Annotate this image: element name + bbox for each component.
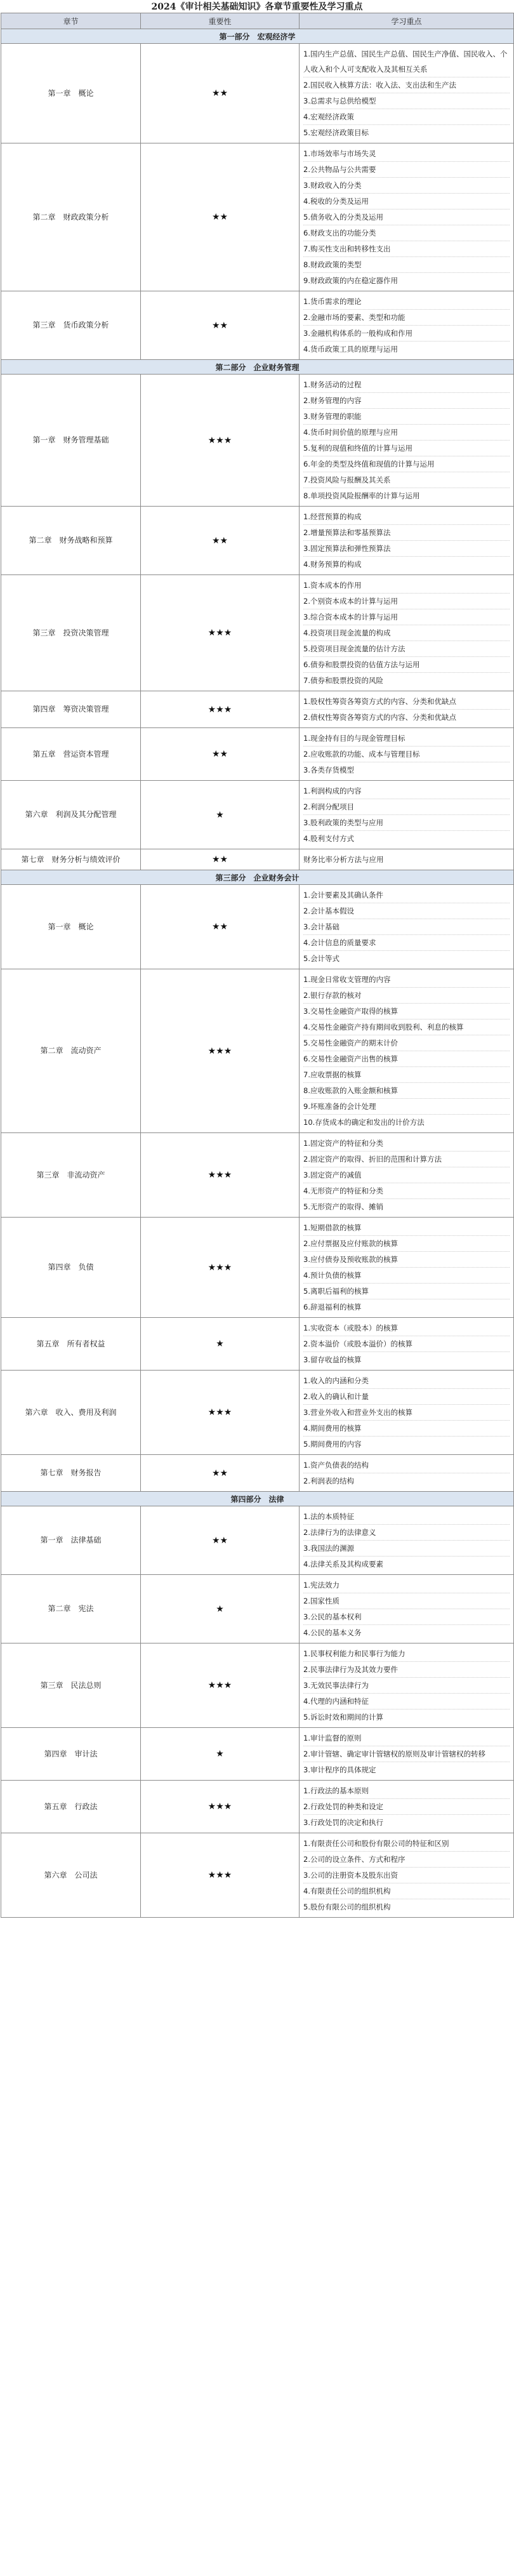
study-point: 3.会计基础 (303, 919, 510, 935)
part-title: 第四部分 法律 (1, 1492, 514, 1506)
study-point: 3.股利政策的类型与应用 (303, 815, 510, 831)
study-point: 9.财政政策的内在稳定器作用 (303, 276, 398, 285)
study-point: 8.单项投资风险报酬率的计算与运用 (303, 491, 420, 500)
study-points (300, 44, 514, 143)
chapter-row (1, 969, 514, 1133)
study-point: 2.债权性筹资各筹资方式的内容、分类和优缺点 (303, 713, 456, 722)
chapter-row (1, 1218, 514, 1318)
study-points (300, 1781, 514, 1833)
study-point: 3.总需求与总供给模型 (303, 93, 510, 109)
study-point: 6.财政支出的功能分类 (303, 225, 510, 241)
study-points (300, 728, 514, 781)
importance-stars: ★★★ (141, 1833, 300, 1918)
study-point: 1.现金日常收支管理的内容 (303, 972, 510, 988)
chapter-name: 第五章 行政法 (1, 1781, 141, 1833)
study-point: 1.实收资本（或股本）的核算 (303, 1320, 510, 1336)
header-points: 学习重点 (300, 13, 514, 29)
part-row (1, 870, 514, 885)
chapter-name: 第四章 筹资决策管理 (1, 691, 141, 728)
study-point: 3.我国法的渊源 (303, 1541, 510, 1557)
study-point: 3.交易性金融资产取得的核算 (303, 1004, 510, 1019)
chapter-row (1, 1506, 514, 1575)
importance-stars: ★ (141, 1575, 300, 1643)
study-point: 1.宪法效力 (303, 1577, 510, 1593)
importance-stars: ★★ (141, 1455, 300, 1492)
study-points (300, 375, 514, 507)
chapter-row (1, 728, 514, 781)
chapter-row (1, 1455, 514, 1492)
chapter-row (1, 1643, 514, 1728)
chapter-row (1, 575, 514, 691)
study-point: 7.购买性支出和转移性支出 (303, 241, 510, 257)
study-point: 1.有限责任公司和股份有限公司的特征和区别 (303, 1836, 510, 1852)
study-point: 1.现金持有目的与现金管理目标 (303, 731, 510, 747)
study-point: 2.资本溢价（或股本溢价）的核算 (303, 1336, 510, 1352)
chapter-row (1, 1575, 514, 1643)
study-point: 2.公共物品与公共需要 (303, 162, 510, 178)
study-point: 2.增量预算法和零基预算法 (303, 525, 510, 541)
study-point: 2.公司的设立条件、方式和程序 (303, 1852, 510, 1868)
chapter-name: 第六章 公司法 (1, 1833, 141, 1918)
study-point: 5.股份有限公司的组织机构 (303, 1902, 391, 1911)
study-point: 2.收入的确认和计量 (303, 1389, 510, 1405)
study-point: 4.货币政策工具的原理与运用 (303, 345, 398, 354)
study-point: 5.交易性金融资产的期末计价 (303, 1035, 510, 1051)
importance-stars: ★★ (141, 849, 300, 870)
part-row (1, 1492, 514, 1506)
chapter-name: 第四章 负债 (1, 1218, 141, 1318)
chapter-row (1, 885, 514, 969)
study-point: 4.宏观经济政策 (303, 109, 510, 125)
study-point: 4.投资项目现金流量的构成 (303, 625, 510, 641)
chapter-name: 第一章 概论 (1, 44, 141, 143)
study-point: 3.固定资产的减值 (303, 1167, 510, 1183)
study-point: 2.审计管辖、确定审计管辖权的原则及审计管辖权的转移 (303, 1746, 510, 1762)
study-point: 4.财务预算的构成 (303, 560, 362, 569)
chapter-row (1, 849, 514, 870)
study-point: 3.公民的基本权利 (303, 1609, 510, 1625)
importance-stars: ★★ (141, 885, 300, 969)
importance-stars: ★★ (141, 1506, 300, 1575)
study-point: 9.坏账准备的会计处理 (303, 1099, 510, 1115)
chapter-name: 第四章 审计法 (1, 1728, 141, 1781)
importance-stars: ★★★ (141, 375, 300, 507)
study-point: 2.法律行为的法律意义 (303, 1525, 510, 1541)
study-point: 3.无效民事法律行为 (303, 1678, 510, 1694)
chapter-name: 第六章 利润及其分配管理 (1, 781, 141, 849)
chapter-name: 第二章 流动资产 (1, 969, 141, 1133)
study-point: 7.应收票据的核算 (303, 1067, 510, 1083)
study-point: 2.利润表的结构 (303, 1477, 354, 1485)
chapter-name: 第一章 法律基础 (1, 1506, 141, 1575)
importance-stars: ★ (141, 1318, 300, 1371)
study-point: 2.金融市场的要素、类型和功能 (303, 310, 510, 326)
study-point: 7.投资风险与报酬及其关系 (303, 472, 510, 488)
importance-stars: ★ (141, 1728, 300, 1781)
chapter-row (1, 1833, 514, 1918)
study-point: 3.金融机构体系的一般构成和作用 (303, 326, 510, 342)
importance-stars: ★★★ (141, 1218, 300, 1318)
study-point: 4.公民的基本义务 (303, 1628, 362, 1637)
chapter-row (1, 375, 514, 507)
study-point: 5.期间费用的内容 (303, 1440, 362, 1449)
importance-stars: ★ (141, 781, 300, 849)
study-point: 7.债券和股票投资的风险 (303, 676, 383, 685)
study-point: 4.会计信息的质量要求 (303, 935, 510, 951)
study-point: 财务比率分析方法与应用 (303, 855, 384, 864)
study-point: 6.年金的类型及终值和现值的计算与运用 (303, 456, 510, 472)
study-point: 6.债券和股票投资的估值方法与运用 (303, 657, 510, 673)
study-points (300, 575, 514, 691)
study-point: 2.会计基本假设 (303, 903, 510, 919)
study-points (300, 1133, 514, 1218)
study-point: 5.复利的现值和终值的计算与运用 (303, 441, 510, 456)
study-points (300, 691, 514, 728)
study-point: 8.财政政策的类型 (303, 257, 510, 273)
study-point: 3.财政收入的分类 (303, 178, 510, 194)
study-point: 3.行政处罚的决定和执行 (303, 1818, 383, 1827)
chapter-row (1, 781, 514, 849)
header-chapter: 章节 (1, 13, 141, 29)
importance-stars: ★★★ (141, 1643, 300, 1728)
study-points (300, 1575, 514, 1643)
chapter-name: 第一章 财务管理基础 (1, 375, 141, 507)
study-point: 1.行政法的基本原则 (303, 1783, 510, 1799)
study-point: 2.固定资产的取得、折旧的范围和计算方法 (303, 1152, 510, 1167)
study-point: 1.收入的内涵和分类 (303, 1373, 510, 1389)
chapter-name: 第三章 民法总则 (1, 1643, 141, 1728)
study-points (300, 1371, 514, 1455)
table-body (1, 29, 514, 1918)
study-point: 1.货币需求的理论 (303, 294, 510, 310)
study-point: 1.民事权利能力和民事行为能力 (303, 1646, 510, 1662)
study-point: 5.会计等式 (303, 954, 339, 963)
study-point: 2.国民收入核算方法：收入法、支出法和生产法 (303, 77, 510, 93)
chapter-row (1, 143, 514, 291)
chapter-row (1, 1371, 514, 1455)
study-point: 2.应付票据及应付账款的核算 (303, 1236, 510, 1252)
study-point: 4.无形资产的特征和分类 (303, 1183, 510, 1199)
study-points (300, 291, 514, 360)
study-point: 1.资本成本的作用 (303, 578, 510, 594)
importance-stars: ★★ (141, 143, 300, 291)
study-point: 5.投资项目现金流量的估计方法 (303, 641, 510, 657)
study-point: 1.资产负债表的结构 (303, 1457, 510, 1473)
study-points (300, 143, 514, 291)
study-points (300, 1833, 514, 1918)
part-title: 第二部分 企业财务管理 (1, 360, 514, 375)
study-point: 1.国内生产总值、国民生产总值、国民生产净值、国民收入、个人收入和个人可支配收入及其相互关系 (303, 46, 510, 77)
study-point: 1.经营预算的构成 (303, 509, 510, 525)
study-point: 2.银行存款的核对 (303, 988, 510, 1004)
chapter-name: 第三章 非流动资产 (1, 1133, 141, 1218)
part-row (1, 360, 514, 375)
study-point: 2.行政处罚的种类和设定 (303, 1799, 510, 1815)
study-point: 2.国家性质 (303, 1593, 510, 1609)
chapter-name: 第二章 宪法 (1, 1575, 141, 1643)
study-point: 4.期间费用的核算 (303, 1421, 510, 1437)
study-point: 1.利润构成的内容 (303, 783, 510, 799)
study-point: 4.股利支付方式 (303, 834, 354, 843)
study-point: 3.营业外收入和营业外支出的核算 (303, 1405, 510, 1421)
study-point: 3.审计程序的具体规定 (303, 1765, 376, 1774)
chapter-name: 第五章 营运资本管理 (1, 728, 141, 781)
study-table (1, 13, 514, 1918)
study-point: 1.会计要素及其确认条件 (303, 887, 510, 903)
study-point: 4.法律关系及其构成要素 (303, 1560, 383, 1569)
study-point: 4.货币时间价值的原理与应用 (303, 425, 510, 441)
importance-stars: ★★★ (141, 969, 300, 1133)
study-point: 5.诉讼时效和期间的计算 (303, 1713, 383, 1722)
study-point: 3.公司的注册资本及股东出资 (303, 1868, 510, 1883)
study-point: 10.存货成本的确定和发出的计价方法 (303, 1118, 425, 1127)
study-point: 3.财务管理的职能 (303, 409, 510, 425)
study-points (300, 1643, 514, 1728)
study-point: 3.应付债券及预收账款的核算 (303, 1252, 510, 1268)
study-point: 1.财务活动的过程 (303, 377, 510, 393)
importance-stars: ★★★ (141, 575, 300, 691)
study-point: 1.固定资产的特征和分类 (303, 1136, 510, 1152)
study-points (300, 1318, 514, 1371)
chapter-name: 第五章 所有者权益 (1, 1318, 141, 1371)
study-point: 4.税收的分类及运用 (303, 194, 510, 209)
importance-stars: ★★ (141, 44, 300, 143)
study-point: 4.交易性金融资产持有期间收到股利、利息的核算 (303, 1019, 510, 1035)
importance-stars: ★★ (141, 728, 300, 781)
chapter-name: 第三章 投资决策管理 (1, 575, 141, 691)
chapter-name: 第二章 财务战略和预算 (1, 507, 141, 575)
study-point: 4.代理的内涵和特征 (303, 1694, 510, 1710)
study-point: 2.财务管理的内容 (303, 393, 510, 409)
chapter-row (1, 1781, 514, 1833)
study-points (300, 1455, 514, 1492)
chapter-name: 第一章 概论 (1, 885, 141, 969)
study-points (300, 885, 514, 969)
study-point: 3.综合资本成本的计算与运用 (303, 609, 510, 625)
importance-stars: ★★★ (141, 691, 300, 728)
header-importance: 重要性 (141, 13, 300, 29)
study-point: 4.有限责任公司的组织机构 (303, 1883, 510, 1899)
study-point: 3.留存收益的核算 (303, 1355, 362, 1364)
study-point: 5.离职后福利的核算 (303, 1284, 510, 1299)
importance-stars: ★★ (141, 507, 300, 575)
chapter-row (1, 44, 514, 143)
study-points (300, 1218, 514, 1318)
study-point: 1.短期借款的核算 (303, 1220, 510, 1236)
chapter-name: 第六章 收入、费用及利润 (1, 1371, 141, 1455)
importance-stars: ★★★ (141, 1133, 300, 1218)
study-points (300, 1728, 514, 1781)
study-point: 5.债务收入的分类及运用 (303, 209, 510, 225)
study-point: 2.民事法律行为及其效力要件 (303, 1662, 510, 1678)
study-point: 2.应收账款的功能、成本与管理目标 (303, 747, 510, 762)
part-title: 第三部分 企业财务会计 (1, 870, 514, 885)
study-points (300, 781, 514, 849)
chapter-row (1, 1318, 514, 1371)
chapter-row (1, 691, 514, 728)
study-point: 1.审计监督的原则 (303, 1730, 510, 1746)
study-point: 1.股权性筹资各筹资方式的内容、分类和优缺点 (303, 694, 510, 710)
importance-stars: ★★★ (141, 1781, 300, 1833)
chapter-row (1, 507, 514, 575)
study-points (300, 969, 514, 1133)
study-point: 2.利润分配项目 (303, 799, 510, 815)
study-points (300, 1506, 514, 1575)
study-point: 1.市场效率与市场失灵 (303, 146, 510, 162)
study-point: 2.个别资本成本的计算与运用 (303, 594, 510, 609)
study-point: 5.宏观经济政策目标 (303, 128, 369, 137)
chapter-row (1, 291, 514, 360)
study-point: 1.法的本质特征 (303, 1509, 510, 1525)
chapter-row (1, 1133, 514, 1218)
study-point: 4.预计负债的核算 (303, 1268, 510, 1284)
study-point: 6.辞退福利的核算 (303, 1303, 362, 1311)
chapter-name: 第二章 财政政策分析 (1, 143, 141, 291)
part-title: 第一部分 宏观经济学 (1, 29, 514, 44)
importance-stars: ★★★ (141, 1371, 300, 1455)
study-points (300, 507, 514, 575)
study-point: 5.无形资产的取得、摊销 (303, 1202, 383, 1211)
part-row (1, 29, 514, 44)
importance-stars: ★★ (141, 291, 300, 360)
study-point: 8.应收账款的入账金额和核算 (303, 1083, 510, 1099)
document-title: 2024《审计相关基础知识》各章节重要性及学习重点 (151, 2, 363, 12)
study-points (300, 849, 514, 870)
study-point: 3.固定预算法和弹性预算法 (303, 541, 510, 557)
chapter-row (1, 1728, 514, 1781)
chapter-name: 第三章 货币政策分析 (1, 291, 141, 360)
study-point: 3.各类存货模型 (303, 766, 354, 774)
table-header-row (1, 13, 514, 29)
study-point: 6.交易性金融资产出售的核算 (303, 1051, 510, 1067)
chapter-name: 第七章 财务报告 (1, 1455, 141, 1492)
chapter-name: 第七章 财务分析与绩效评价 (1, 849, 141, 870)
